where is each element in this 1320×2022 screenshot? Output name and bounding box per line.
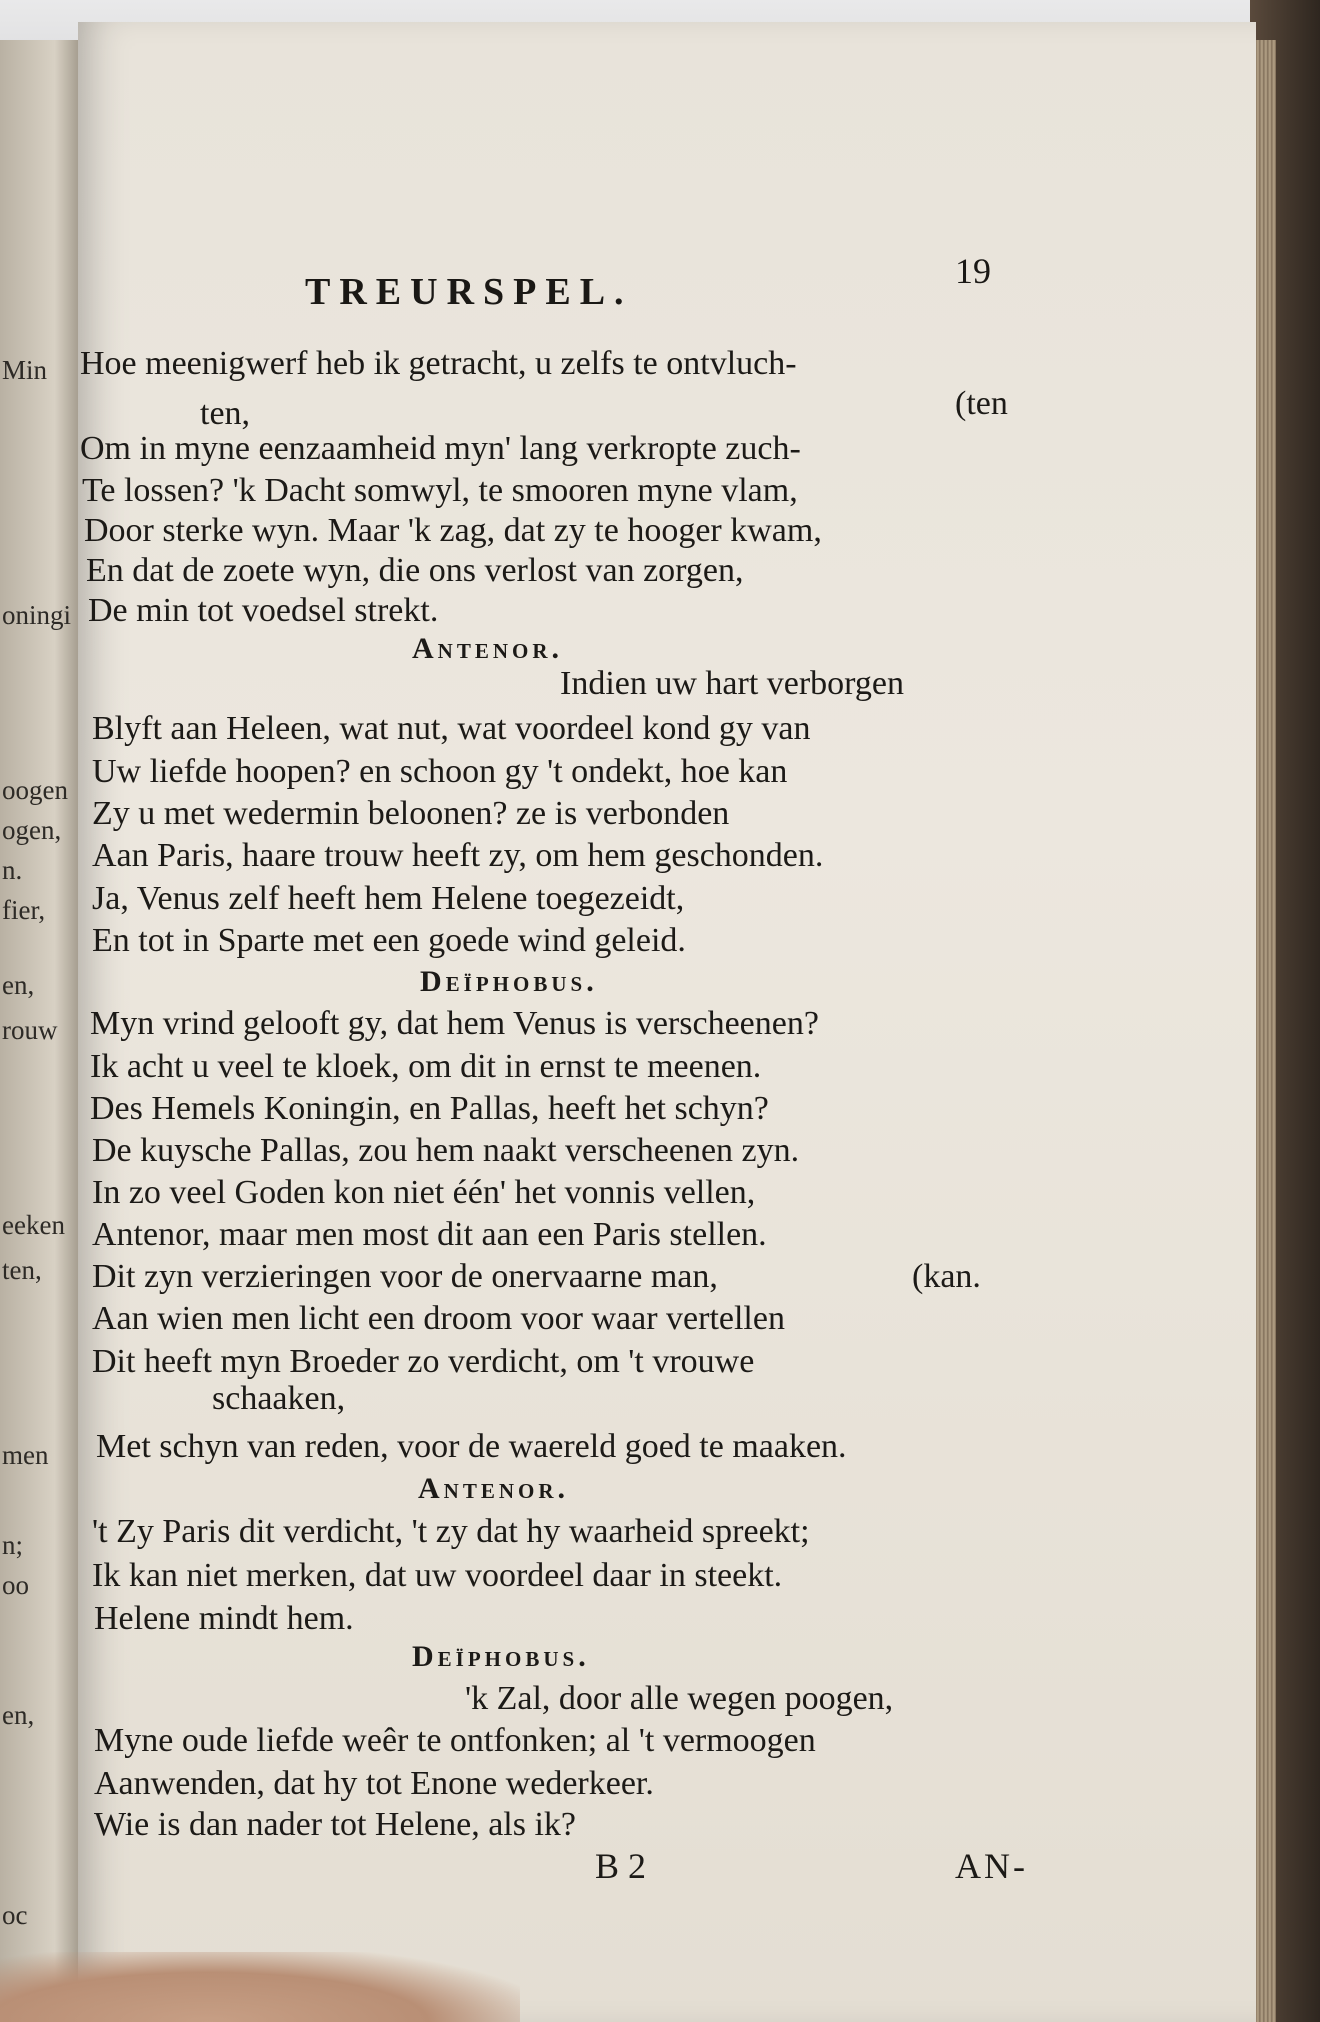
verse-line: En dat de zoete wyn, die ons verlost van zorgen, bbox=[86, 552, 744, 589]
speaker-name: Antenor. bbox=[418, 1472, 570, 1505]
facing-page-fragment: en, bbox=[2, 970, 35, 1000]
verse-line: Hoe meenigwerf heb ik getracht, u zelfs te ontvluch- bbox=[80, 345, 797, 382]
facing-page-fragment: ten, bbox=[2, 1255, 42, 1285]
facing-page-fragment: oogen bbox=[2, 775, 68, 805]
facing-page-fragment: n; bbox=[2, 1530, 24, 1560]
verse-line: Blyft aan Heleen, wat nut, wat voordeel kond gy van bbox=[92, 710, 811, 747]
verse-line: Wie is dan nader tot Helene, als ik? bbox=[94, 1806, 577, 1843]
facing-page-fragment: Min bbox=[2, 355, 48, 385]
verse-line: Met schyn van reden, voor de waereld goed te maaken. bbox=[96, 1428, 847, 1465]
verse-line: Myne oude liefde weêr te ontfonken; al 't vermoogen bbox=[94, 1722, 816, 1759]
verse-line: De min tot voedsel strekt. bbox=[88, 592, 439, 629]
verse-line-turnover: (ten bbox=[955, 385, 1008, 422]
facing-page-fragment: eeken bbox=[2, 1210, 65, 1240]
catchword: AN- bbox=[955, 1846, 1028, 1886]
verse-line: De kuysche Pallas, zou hem naakt verscheenen zyn. bbox=[92, 1132, 800, 1169]
facing-page-fragment: rouw bbox=[2, 1015, 58, 1045]
verse-line: En tot in Sparte met een goede wind geleid. bbox=[92, 922, 686, 959]
verse-line: schaaken, bbox=[212, 1380, 346, 1417]
facing-page-fragment: oc bbox=[2, 1900, 28, 1930]
verse-line: Aan Paris, haare trouw heeft zy, om hem geschonden. bbox=[92, 837, 824, 874]
verse-line: Aanwenden, dat hy tot Enone wederkeer. bbox=[94, 1765, 654, 1802]
verse-line: 't Zy Paris dit verdicht, 't zy dat hy waarheid spreekt; bbox=[92, 1513, 810, 1550]
verse-line: Dit heeft myn Broeder zo verdicht, om 't vrouwe bbox=[92, 1343, 755, 1380]
running-head: TREURSPEL. bbox=[305, 271, 633, 313]
verse-line: Zy u met wedermin beloonen? ze is verbonden bbox=[92, 795, 730, 832]
facing-page-fragment: ogen, bbox=[2, 815, 62, 845]
verse-line: Uw liefde hoopen? en schoon gy 't ondekt, hoe kan bbox=[92, 753, 788, 790]
verse-line: Te lossen? 'k Dacht somwyl, te smooren myne vlam, bbox=[82, 472, 798, 509]
verse-line: Des Hemels Koningin, en Pallas, heeft het schyn? bbox=[90, 1090, 769, 1127]
speaker-name: Deïphobus. bbox=[412, 1640, 590, 1673]
verse-line-turnover: (kan. bbox=[912, 1258, 981, 1295]
page-number: 19 bbox=[955, 251, 991, 291]
facing-page-fragment: men bbox=[2, 1440, 49, 1470]
verse-line: 'k Zal, door alle wegen poogen, bbox=[465, 1680, 894, 1717]
verse-line: In zo veel Goden kon niet één' het vonnis vellen, bbox=[92, 1174, 756, 1211]
signature-mark: B 2 bbox=[595, 1846, 647, 1886]
verse-line: Ik kan niet merken, dat uw voordeel daar in steekt. bbox=[92, 1557, 783, 1594]
facing-page-fragment: oningi bbox=[2, 600, 72, 630]
speaker-name: Antenor. bbox=[412, 632, 564, 665]
facing-page bbox=[0, 40, 78, 2022]
verse-line: Om in myne eenzaamheid myn' lang verkropte zuch- bbox=[80, 430, 801, 467]
verse-line: Ja, Venus zelf heeft hem Helene toegezeidt, bbox=[92, 880, 685, 917]
verse-line: Indien uw hart verborgen bbox=[560, 665, 904, 702]
facing-page-fragment: en, bbox=[2, 1700, 35, 1730]
verse-line: ten, bbox=[200, 395, 251, 432]
verse-line: Ik acht u veel te kloek, om dit in ernst te meenen. bbox=[90, 1048, 762, 1085]
verse-line: Myn vrind gelooft gy, dat hem Venus is verscheenen? bbox=[90, 1005, 819, 1042]
verse-line: Dit zyn verzieringen voor de onervaarne man, bbox=[92, 1258, 718, 1295]
facing-page-fragment: n. bbox=[2, 855, 23, 885]
verse-line: Door sterke wyn. Maar 'k zag, dat zy te hooger kwam, bbox=[84, 512, 822, 549]
page-edges bbox=[1256, 40, 1276, 2022]
facing-page-fragment: oo bbox=[2, 1570, 29, 1600]
speaker-name: Deïphobus. bbox=[420, 965, 598, 998]
verse-line: Helene mindt hem. bbox=[94, 1600, 354, 1637]
verse-line: Antenor, maar men most dit aan een Paris stellen. bbox=[92, 1216, 767, 1253]
facing-page-fragment: fier, bbox=[2, 895, 46, 925]
verse-line: Aan wien men licht een droom voor waar vertellen bbox=[92, 1300, 785, 1337]
thumb bbox=[0, 1952, 520, 2022]
